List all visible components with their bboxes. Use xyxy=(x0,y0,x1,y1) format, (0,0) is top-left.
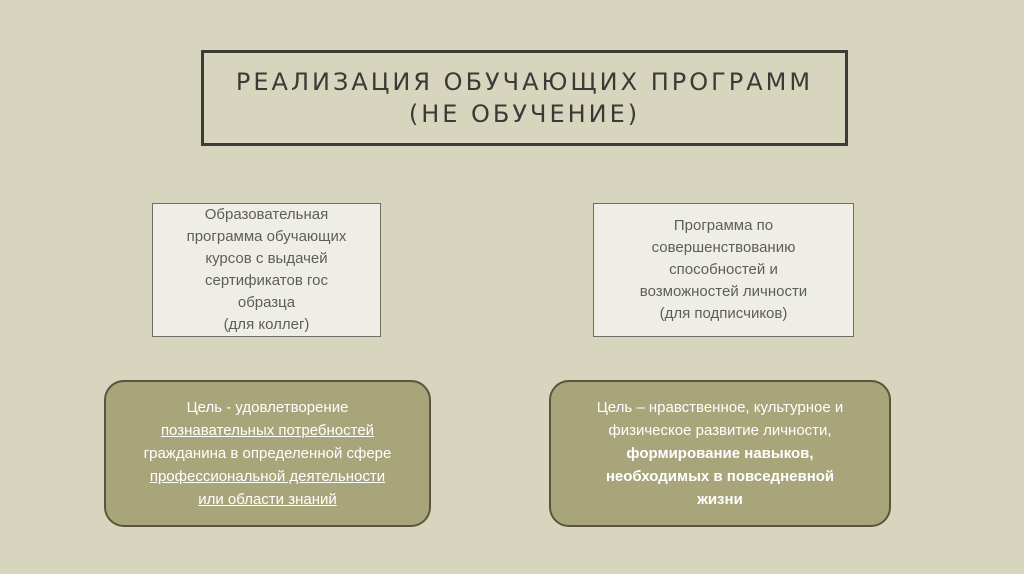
program-text-line: Образовательная xyxy=(204,206,329,223)
goal-text-line: гражданина в определенной сфере xyxy=(143,445,392,462)
goal-text-line-bold: формирование навыков, xyxy=(626,445,814,462)
educational-goal-box xyxy=(104,380,431,527)
goal-text-line-underlined: познавательных потребностей xyxy=(160,422,375,439)
program-text-line: Программа по xyxy=(673,217,774,234)
program-text-line: сертификатов гос xyxy=(205,272,328,289)
program-text-line: способностей и xyxy=(669,261,778,278)
program-text-line: совершенствованию xyxy=(651,239,796,256)
goal-text-line: Цель – нравственное, культурное и xyxy=(596,399,844,416)
title-line-2: (НЕ ОБУЧЕНИЕ) xyxy=(408,100,641,128)
program-audience-label: (для подписчиков) xyxy=(659,305,788,322)
goal-text-line-underlined: профессиональной деятельности xyxy=(149,468,386,485)
goal-text-line-bold: необходимых в повседневной xyxy=(605,468,835,485)
program-text-line: программа обучающих xyxy=(186,228,347,245)
goal-text-line-underlined: или области знаний xyxy=(198,491,337,508)
program-text-line: возможностей личности xyxy=(639,283,808,300)
personal-development-goal-box xyxy=(549,380,891,527)
program-text-line: курсов с выдачей xyxy=(205,250,328,267)
goal-text-line-bold: жизни xyxy=(697,491,743,508)
program-audience-label: (для коллег) xyxy=(223,316,310,333)
title-box xyxy=(201,50,848,146)
program-text-line: образца xyxy=(237,294,296,311)
goal-text-line: Цель - удовлетворение xyxy=(186,399,349,416)
personal-development-program-box xyxy=(593,203,854,337)
title-line-1: РЕАЛИЗАЦИЯ ОБУЧАЮЩИХ ПРОГРАММ xyxy=(235,68,814,96)
educational-program-box xyxy=(152,203,381,337)
goal-text-line: физическое развитие личности, xyxy=(608,422,832,439)
